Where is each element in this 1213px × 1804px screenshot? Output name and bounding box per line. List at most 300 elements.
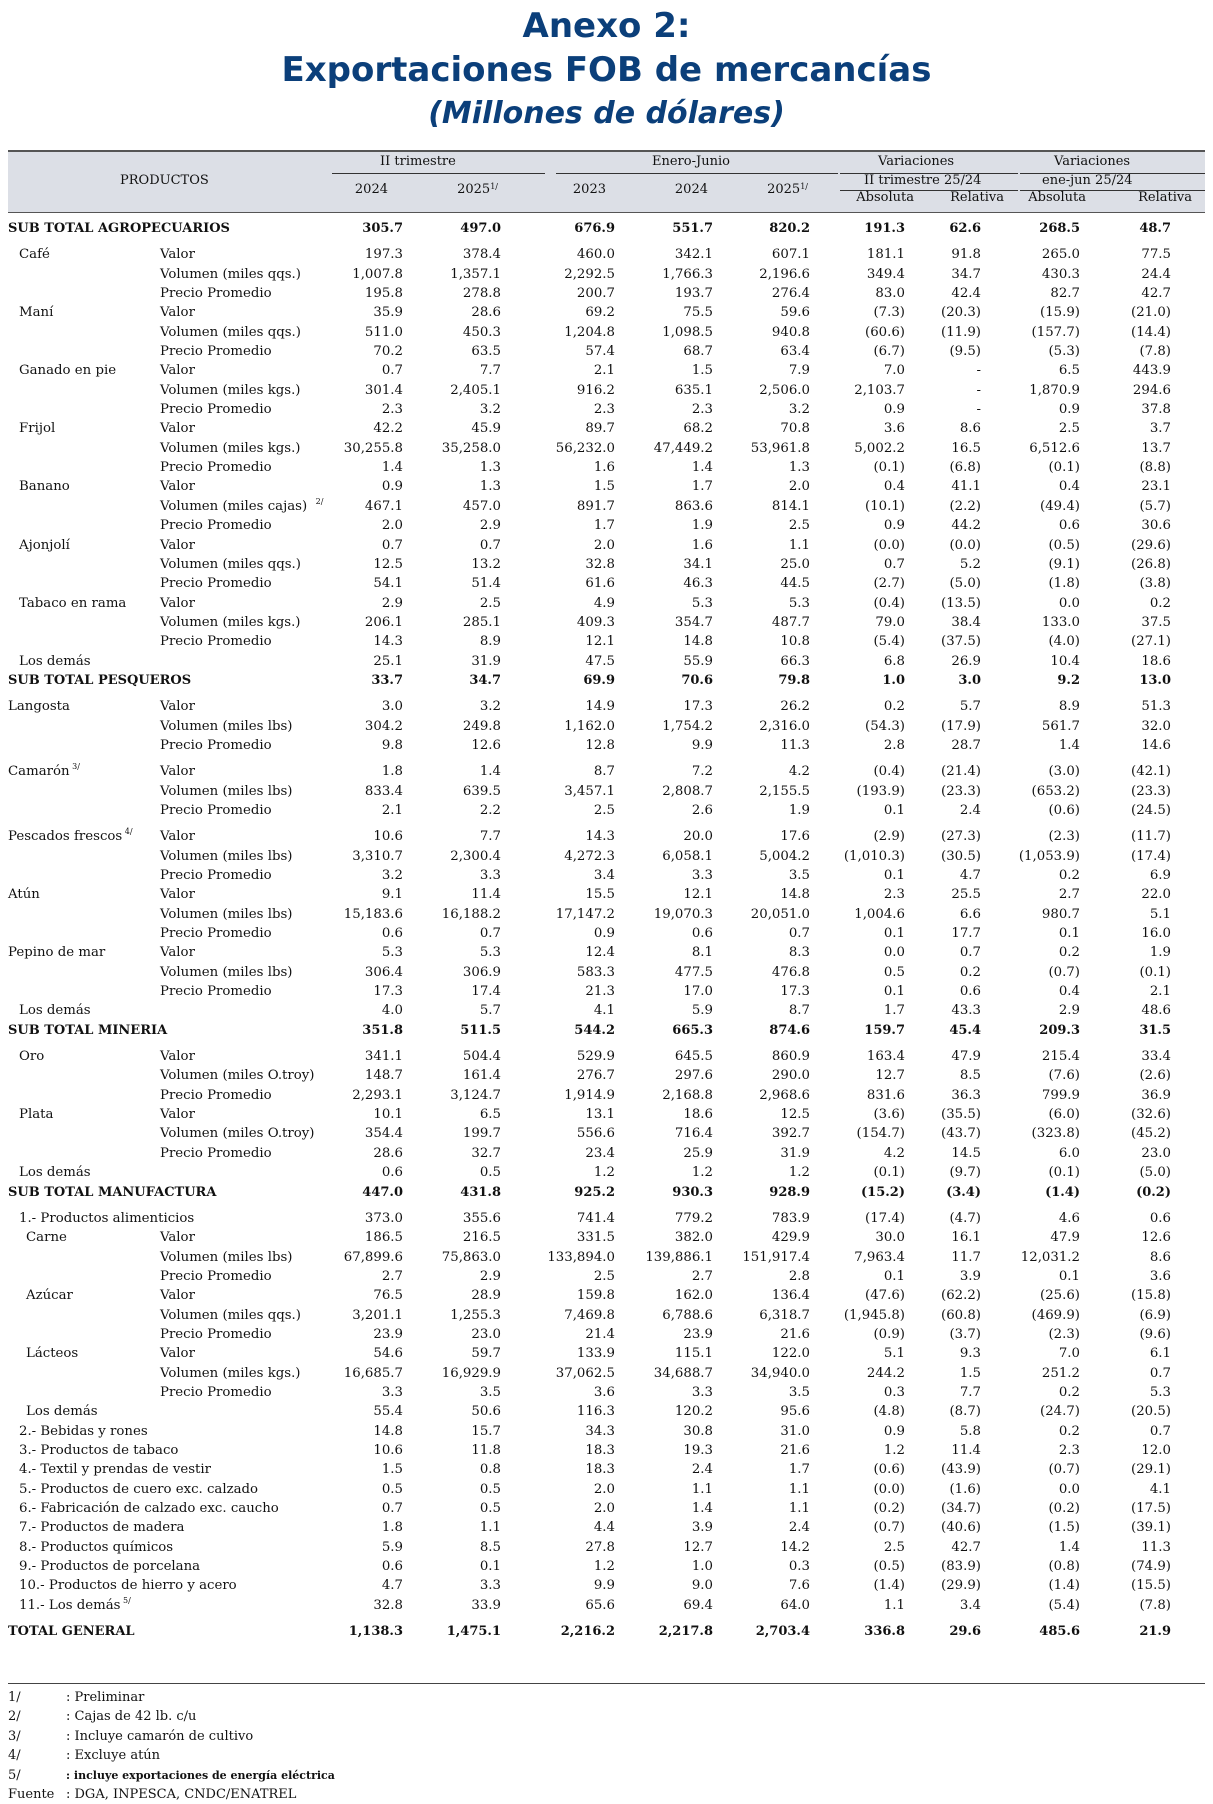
cell-value: -: [976, 382, 981, 398]
cell-value: 0.6: [1058, 518, 1080, 534]
cell-value: 32.0: [1141, 718, 1171, 734]
cell-value: 0.5: [479, 1165, 501, 1181]
cell-value: 5.9: [691, 1003, 713, 1019]
row-measure: Valor: [160, 247, 195, 263]
cell-value: 32.8: [373, 1597, 403, 1613]
cell-value: 1.1: [691, 1481, 713, 1497]
cell-value: (1,053.9): [1018, 848, 1080, 864]
cell-value: 9.0: [691, 1578, 713, 1594]
cell-value: 635.1: [674, 382, 713, 398]
cell-value: 25.9: [683, 1145, 713, 1161]
cell-value: 249.8: [462, 718, 501, 734]
cell-value: (10.1): [865, 498, 905, 514]
table-row: [8, 1047, 1205, 1066]
cell-value: 2.9: [381, 595, 403, 611]
cell-value: 4.2: [788, 764, 810, 780]
cell-value: 551.7: [672, 221, 713, 236]
cell-value: (5.4): [873, 634, 905, 650]
table-row: [8, 284, 1205, 303]
cell-value: 342.1: [674, 247, 713, 263]
cell-value: 5.3: [691, 595, 713, 611]
table-row: [8, 419, 1205, 438]
cell-value: (1.4): [1048, 1578, 1080, 1594]
cell-value: 940.8: [771, 324, 810, 340]
cell-value: 11.4: [951, 1442, 981, 1458]
cell-value: 3.2: [479, 699, 501, 715]
cell-value: 91.8: [951, 247, 981, 263]
cell-value: 251.2: [1041, 1365, 1080, 1381]
cell-value: 2,968.6: [759, 1087, 810, 1103]
cell-value: 1,004.6: [854, 906, 905, 922]
cell-value: 14.3: [373, 634, 403, 650]
cell-value: (43.9): [941, 1462, 981, 1478]
cell-value: 70.2: [373, 344, 403, 360]
cell-value: 0.5: [381, 1481, 403, 1497]
cell-value: (15.8): [1131, 1288, 1171, 1304]
cell-value: 209.3: [1039, 1022, 1080, 1038]
footnote: [8, 1766, 708, 1785]
row-measure: Valor: [160, 595, 195, 611]
row-measure: Valor: [160, 699, 195, 715]
cell-value: (2.3): [1048, 829, 1080, 845]
cell-value: 4,272.3: [564, 848, 615, 864]
cell-value: 4.6: [1058, 1210, 1080, 1226]
cell-value: (3.7): [949, 1326, 981, 1342]
cell-value: 0.7: [381, 1501, 403, 1516]
cell-value: 3.5: [788, 868, 810, 883]
cell-value: 7,963.4: [854, 1249, 905, 1265]
row-measure: Volumen (miles lbs): [160, 964, 293, 980]
cell-value: (0.1): [1048, 460, 1080, 476]
cell-value: 12.6: [471, 737, 501, 753]
cell-value: 32.8: [585, 556, 615, 572]
cell-value: 1,138.3: [348, 1624, 403, 1640]
footnote-text: : Incluye camarón de cultivo: [66, 1728, 254, 1744]
cell-value: (0.8): [1048, 1559, 1080, 1575]
cell-value: 61.6: [585, 576, 615, 592]
cell-value: 0.4: [1058, 984, 1080, 1000]
cell-value: 44.5: [780, 576, 810, 592]
cell-value: 25.1: [373, 653, 403, 669]
cell-value: (42.1): [1131, 764, 1171, 780]
cell-value: 5.9: [381, 1539, 403, 1555]
cell-value: 9.9: [691, 737, 713, 753]
row-measure: Volumen (miles cajas) $^{2/}$: [160, 496, 324, 514]
cell-value: 15.7: [471, 1423, 501, 1439]
table-row: [8, 717, 1205, 736]
cell-value: (5.3): [1048, 344, 1080, 360]
cell-value: 1.7: [788, 1462, 810, 1478]
table-row: [8, 1344, 1205, 1363]
table-row: [8, 477, 1205, 496]
table-row: [8, 574, 1205, 593]
cell-value: 34.7: [469, 672, 501, 688]
cell-value: (54.3): [865, 718, 905, 734]
cell-value: (1,010.3): [843, 848, 905, 864]
cell-value: (27.1): [1131, 634, 1171, 650]
row-measure: Valor: [160, 1346, 195, 1362]
cell-value: 268.5: [1039, 221, 1080, 236]
cell-value: 2.9: [1058, 1003, 1080, 1019]
cell-value: 0.7: [479, 537, 501, 553]
cell-value: (7.3): [873, 305, 905, 321]
cell-value: 1.5: [593, 479, 615, 495]
cell-value: 17.6: [780, 829, 810, 845]
cell-value: 17.3: [373, 984, 403, 1000]
cell-value: 304.2: [364, 718, 403, 734]
cell-value: 13.7: [1141, 440, 1171, 456]
cell-value: 0.0: [883, 945, 905, 961]
cell-value: 163.4: [866, 1049, 905, 1065]
cell-value: 47.5: [585, 653, 615, 669]
subtotal-row: [8, 1183, 1205, 1202]
cell-value: 18.6: [1141, 653, 1171, 669]
cell-value: (3.0): [1048, 764, 1080, 780]
cell-value: 305.7: [362, 221, 403, 236]
row-label: 8.- Productos químicos: [19, 1539, 174, 1555]
cell-value: 195.8: [364, 286, 403, 302]
cell-value: 3.9: [691, 1520, 713, 1536]
cell-value: 10.4: [1050, 653, 1080, 669]
cell-value: 23.4: [585, 1145, 615, 1161]
cell-value: (5.0): [1139, 1165, 1171, 1181]
cell-value: 278.8: [462, 286, 501, 302]
cell-value: (35.5): [941, 1107, 981, 1123]
row-label: Langosta: [8, 699, 70, 715]
cell-value: 18.3: [585, 1442, 615, 1458]
cell-value: 79.8: [778, 672, 810, 688]
cell-value: 3,124.7: [450, 1087, 501, 1103]
table-row: [8, 361, 1205, 380]
cell-value: 0.2: [1149, 595, 1171, 611]
cell-value: 1.5: [959, 1365, 981, 1381]
cell-value: 70.8: [780, 421, 810, 437]
cell-value: 12,031.2: [1020, 1249, 1080, 1265]
cell-value: 133,894.0: [547, 1249, 615, 1265]
cell-value: 1,204.8: [564, 324, 615, 340]
cell-value: 485.6: [1039, 1624, 1080, 1640]
cell-value: 741.4: [576, 1210, 615, 1226]
row-measure: Precio Promedio: [160, 518, 272, 534]
cell-value: (154.7): [856, 1126, 905, 1142]
cell-value: (157.7): [1031, 324, 1080, 340]
cell-value: 16.0: [1141, 926, 1171, 942]
table-row: [8, 1480, 1205, 1499]
cell-value: 2,703.4: [755, 1624, 810, 1640]
cell-value: 1.9: [691, 518, 713, 534]
cell-value: 36.9: [1141, 1087, 1171, 1103]
cell-value: 115.1: [674, 1346, 713, 1362]
row-label: 6.- Fabricación de calzado exc. caucho: [19, 1501, 279, 1516]
table-row: [8, 613, 1205, 632]
row-label: Banano: [19, 479, 70, 495]
cell-value: 860.9: [771, 1049, 810, 1065]
row-measure: Valor: [160, 829, 195, 845]
cell-value: 8.9: [479, 634, 501, 650]
cell-value: 2.0: [788, 479, 810, 495]
cell-value: 33.4: [1141, 1049, 1171, 1065]
table-row: [8, 303, 1205, 322]
cell-value: (23.3): [941, 783, 981, 799]
cell-value: (7.8): [1139, 1597, 1171, 1613]
cell-value: 373.0: [364, 1210, 403, 1226]
row-label: Ganado en pie: [19, 363, 117, 379]
table-row: [8, 1364, 1205, 1383]
cell-value: 457.0: [462, 498, 501, 514]
cell-value: (34.7): [941, 1501, 981, 1516]
cell-value: 2.8: [883, 737, 905, 753]
cell-value: 3.3: [691, 868, 713, 883]
cell-value: 0.6: [381, 926, 403, 942]
row-label: SUB TOTAL MINERIA: [8, 1022, 168, 1038]
cell-value: 2.0: [593, 1481, 615, 1497]
cell-value: 5.3: [1149, 1384, 1171, 1400]
cell-value: 44.2: [951, 518, 981, 534]
cell-value: 443.9: [1132, 363, 1171, 379]
cell-value: 34.7: [951, 266, 981, 282]
cell-value: (0.2): [1048, 1501, 1080, 1516]
table-row: [8, 1557, 1205, 1576]
cell-value: 1.2: [691, 1165, 713, 1181]
cell-value: 0.4: [1058, 479, 1080, 495]
cell-value: 69.9: [583, 672, 615, 688]
cell-value: 10.6: [373, 1442, 403, 1458]
cell-value: 0.9: [1058, 402, 1080, 418]
table-row: [8, 516, 1205, 535]
cell-value: (32.6): [1131, 1107, 1171, 1123]
cell-value: 285.1: [462, 614, 501, 630]
cell-value: 45.4: [949, 1022, 981, 1038]
cell-value: 0.7: [1149, 1365, 1171, 1381]
cell-value: (24.7): [1040, 1404, 1080, 1420]
cell-value: 2.3: [883, 887, 905, 903]
cell-value: 1.9: [1149, 945, 1171, 961]
cell-value: 37.5: [1141, 614, 1171, 630]
footnote-ref: 2/: [313, 496, 324, 506]
cell-value: 336.8: [864, 1624, 905, 1640]
cell-value: (20.3): [941, 305, 981, 321]
cell-value: (0.4): [873, 764, 905, 780]
row-label: Tabaco en rama: [19, 595, 127, 611]
cell-value: 8.1: [691, 945, 713, 961]
cell-value: 5.8: [959, 1423, 981, 1439]
cell-value: 2.5: [593, 1268, 615, 1284]
cell-value: 0.3: [788, 1559, 810, 1575]
cell-value: 206.1: [364, 614, 403, 630]
subtotal-row: [8, 671, 1205, 690]
table-row: [8, 594, 1205, 613]
row-measure: Precio Promedio: [160, 1384, 272, 1400]
cell-value: 607.1: [771, 247, 810, 263]
cell-value: 120.2: [674, 1404, 713, 1420]
table-row: [8, 1144, 1205, 1163]
cell-value: 83.0: [875, 286, 905, 302]
cell-value: 0.2: [1058, 945, 1080, 961]
cell-value: 1.2: [593, 1559, 615, 1575]
cell-value: 831.6: [866, 1087, 905, 1103]
cell-value: 215.4: [1041, 1049, 1080, 1065]
cell-value: 148.7: [364, 1068, 403, 1084]
cell-value: 55.4: [373, 1404, 403, 1420]
row-label: Maní: [19, 305, 54, 321]
table-row: [8, 1422, 1205, 1441]
row-label: Pepino de mar: [8, 945, 106, 961]
cell-value: 779.2: [674, 1210, 713, 1226]
cell-value: 7.7: [479, 363, 501, 379]
cell-value: (4.8): [873, 1404, 905, 1420]
footnote-text: : DGA, INPESCA, CNDC/ENATREL: [66, 1786, 297, 1802]
row-spacer: [8, 690, 1205, 697]
footnote-key: 4/: [8, 1748, 21, 1764]
cell-value: 0.7: [883, 556, 905, 572]
cell-value: (6.8): [949, 460, 981, 476]
row-spacer: [8, 212, 1205, 219]
cell-value: (1.6): [949, 1481, 981, 1497]
cell-value: 8.6: [959, 421, 981, 437]
cell-value: 17,147.2: [555, 906, 615, 922]
cell-value: (2.6): [1139, 1068, 1171, 1084]
cell-value: 511.0: [364, 324, 403, 340]
table-header: [8, 150, 1205, 213]
table-row: [8, 762, 1205, 781]
cell-value: 9.2: [1057, 672, 1080, 688]
table-row: [8, 1499, 1205, 1518]
row-measure: Valor: [160, 887, 195, 903]
cell-value: 3.7: [1149, 421, 1171, 437]
table-row: [8, 1267, 1205, 1286]
cell-value: (24.5): [1131, 802, 1171, 818]
cell-value: 199.7: [462, 1126, 501, 1142]
cell-value: 6.1: [1149, 1346, 1171, 1362]
cell-value: 16,929.9: [441, 1365, 501, 1381]
cell-value: 2.1: [593, 363, 615, 379]
cell-value: 18.3: [585, 1462, 615, 1478]
column-header: Relativa: [1138, 190, 1192, 205]
cell-value: (9.7): [949, 1165, 981, 1181]
footnote-ref: 5/: [120, 1595, 131, 1605]
cell-value: 11.7: [951, 1249, 981, 1265]
cell-value: 13.0: [1139, 672, 1171, 688]
cell-value: 3.2: [381, 868, 403, 883]
cell-value: 2.5: [479, 595, 501, 611]
cell-value: 26.9: [951, 653, 981, 669]
cell-value: 2.5: [593, 802, 615, 818]
cell-value: (653.2): [1031, 783, 1080, 799]
cell-value: 0.5: [883, 964, 905, 980]
column-header: 2023: [572, 182, 606, 197]
cell-value: 31.0: [780, 1423, 810, 1439]
cell-value: 8.7: [593, 764, 615, 780]
row-measure: Valor: [160, 764, 195, 780]
cell-value: 6.0: [1058, 1145, 1080, 1161]
cell-value: 47,449.2: [653, 440, 713, 456]
cell-value: (9.5): [949, 344, 981, 360]
table-row: [8, 381, 1205, 400]
row-measure: Volumen (miles kgs.): [160, 614, 301, 630]
cell-value: 1.5: [691, 363, 713, 379]
cell-value: 0.2: [1058, 1423, 1080, 1439]
cell-value: 1,098.5: [662, 324, 713, 340]
cell-value: 1.0: [882, 672, 905, 688]
table-row: [8, 323, 1205, 342]
cell-value: 4.7: [959, 868, 981, 883]
cell-value: (0.0): [949, 537, 981, 553]
cell-value: 42.4: [951, 286, 981, 302]
table-row: [8, 697, 1205, 716]
cell-value: 244.2: [866, 1365, 905, 1381]
row-measure: Valor: [160, 363, 195, 379]
cell-value: 10.8: [780, 634, 810, 650]
cell-value: 7.7: [479, 829, 501, 845]
cell-value: 1,914.9: [564, 1087, 615, 1103]
cell-value: 8.3: [788, 945, 810, 961]
cell-value: 0.2: [1058, 868, 1080, 883]
cell-value: (8.7): [949, 1404, 981, 1420]
cell-value: (29.1): [1131, 1462, 1171, 1478]
table-row: [8, 1209, 1205, 1228]
row-label: 2.- Bebidas y rones: [19, 1423, 148, 1439]
row-measure: Precio Promedio: [160, 1087, 272, 1103]
table-row: [8, 905, 1205, 924]
footnote-key: Fuente: [8, 1786, 55, 1802]
cell-value: (0.7): [873, 1520, 905, 1536]
cell-value: 35.9: [373, 305, 403, 321]
cell-value: 467.1: [364, 498, 403, 514]
cell-value: 0.2: [959, 964, 981, 980]
row-measure: Precio Promedio: [160, 1145, 272, 1161]
cell-value: 6,788.6: [662, 1307, 713, 1323]
table-row: [8, 1248, 1205, 1267]
footnote: [8, 1746, 708, 1765]
cell-value: (17.4): [1131, 848, 1171, 864]
cell-value: 1.1: [479, 1520, 501, 1536]
cell-value: (0.1): [1048, 1165, 1080, 1181]
cell-value: 925.2: [574, 1184, 615, 1200]
cell-value: 1.1: [788, 1481, 810, 1497]
cell-value: (30.5): [941, 848, 981, 864]
header-productos: PRODUCTOS: [120, 173, 209, 188]
cell-value: 75,863.0: [441, 1249, 501, 1265]
cell-value: 1.6: [593, 460, 615, 476]
cell-value: 1.4: [1058, 737, 1080, 753]
cell-value: 2.2: [479, 802, 501, 818]
cell-value: (39.1): [1131, 1520, 1171, 1536]
cell-value: 43.3: [951, 1003, 981, 1019]
cell-value: 7,469.8: [564, 1307, 615, 1323]
cell-value: 7.9: [788, 363, 810, 379]
row-label: 5.- Productos de cuero exc. calzado: [19, 1481, 259, 1497]
row-label: Los demás: [19, 1165, 91, 1181]
cell-value: 980.7: [1041, 906, 1080, 922]
row-label: Frijol: [19, 421, 56, 437]
row-label: Plata: [19, 1107, 54, 1123]
cell-value: 2,103.7: [854, 382, 905, 398]
table-row: [8, 245, 1205, 264]
cell-value: 645.5: [674, 1049, 713, 1065]
cell-value: 37,062.5: [555, 1365, 615, 1381]
cell-value: 13.1: [585, 1107, 615, 1123]
cell-value: (29.6): [1131, 537, 1171, 553]
row-measure: Volumen (miles qqs.): [160, 1307, 301, 1323]
cell-value: 3.5: [479, 1384, 501, 1400]
column-header: Absoluta: [856, 190, 914, 205]
cell-value: 3,310.7: [352, 848, 403, 864]
cell-value: 42.2: [373, 421, 403, 437]
cell-value: 1,162.0: [564, 718, 615, 734]
cell-value: (60.8): [941, 1307, 981, 1323]
row-label: Atún: [8, 887, 40, 903]
cell-value: 0.0: [1058, 595, 1080, 611]
